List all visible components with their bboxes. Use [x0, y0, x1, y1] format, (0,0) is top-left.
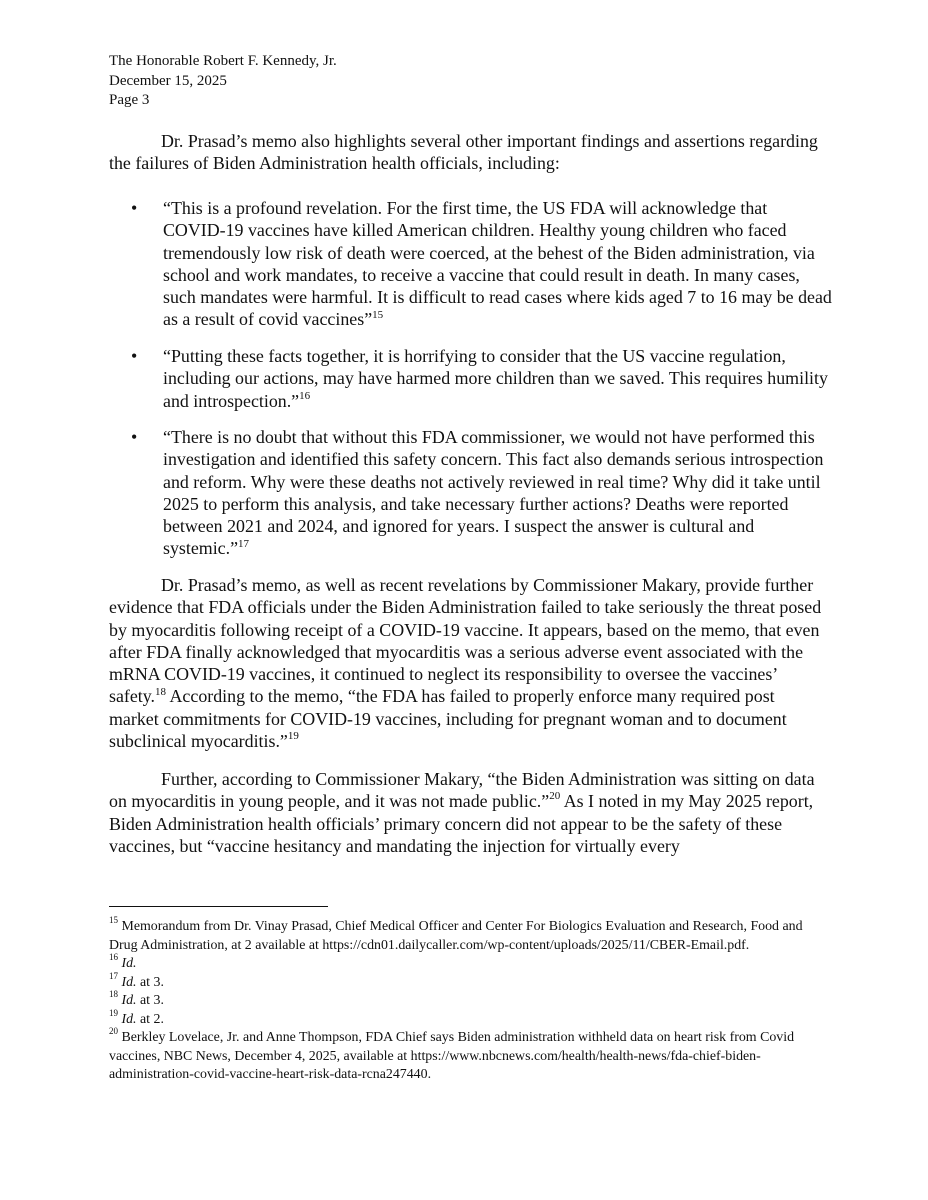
bullet-text: “Putting these facts together, it is horrifying to consider that the US vaccine regulation, including our actions, may have harmed more children than we saved. This requires humility and introspection.”: [163, 346, 828, 411]
footnote-ref: 16: [299, 389, 311, 402]
footnote-text: Berkley Lovelace, Jr. and Anne Thompson, FDA Chief says Biden administration withheld data on heart risk from Covid vaccines, NBC News, December 4, 2025, available at https://www.nbcnews.com/health/health-news/fda-chief-biden-administration-covid-vaccine-heart-risk-data-rcna247440.: [109, 1030, 795, 1082]
footnote-ref: 19: [287, 730, 299, 743]
bullet-item-1: [163, 197, 833, 331]
footnote-18: [109, 989, 825, 1011]
footnote-text: at 3.: [136, 993, 164, 1008]
footnote-text: at 3.: [136, 974, 164, 990]
paragraph-text: As I noted in my May 2025 report, Biden Administration health officials’ primary concern did not appear to be the safety of these vaccines, but “vaccine hesitancy and mandating the injection for virtually every: [109, 791, 814, 856]
body-paragraph-3: [109, 768, 825, 857]
footnote-ref: 20: [549, 790, 561, 803]
footnote-italic: Id.: [121, 993, 137, 1008]
bullet-item-2: [163, 345, 833, 412]
bullet-item-3: [163, 426, 833, 560]
footnote-number: 19: [109, 1007, 118, 1018]
footnote-number: 15: [109, 915, 118, 926]
footnote-separator: [109, 906, 328, 907]
footnote-number: 18: [109, 989, 118, 1000]
footnote-number: 16: [109, 952, 118, 963]
footnote-17: [109, 970, 825, 993]
footnote-ref: 15: [372, 308, 384, 321]
footnote-italic: Id.: [121, 974, 137, 990]
bullet-text: “This is a profound revelation. For the first time, the US FDA will acknowledge that COVID-19 vaccines have killed American children. Healthy young children who faced tremendously low risk of death were coerced, at the behest of the Biden administration, via school and work mandates, to receive a vaccine that could result in death. In many cases, such mandates were harmful. It is difficult to read cases where kids aged 7 to 16 may be dead as a result of covid vaccines”: [163, 198, 832, 330]
bullet-marker: •: [131, 427, 138, 447]
bullet-marker: •: [131, 346, 138, 366]
date-line: December 15, 2025: [109, 72, 227, 89]
bullet-marker: •: [131, 198, 138, 218]
intro-paragraph: Dr. Prasad’s memo also highlights several other important findings and assertions regarding the failures of Biden Administration health officials, including:: [109, 131, 818, 174]
footnotes: [109, 915, 825, 1085]
footnote-text: Memorandum from Dr. Vinay Prasad, Chief Medical Officer and Center For Biologics Evaluation and Research, Food and Drug Administration, at 2 available at https://cdn01.dailycaller.com/wp-content/uploads/2025/11/CBER-Email.pdf.: [109, 919, 803, 953]
footnote-italic: Id.: [121, 956, 137, 971]
footnote-19: [109, 1007, 825, 1030]
body-paragraph-2: [109, 574, 825, 752]
footnote-italic: Id.: [121, 1011, 137, 1027]
bullet-text: “There is no doubt that without this FDA commissioner, we would not have performed this investigation and identified this safety concern. This fact also demands serious introspection and reform. Why were these deaths not actively reviewed in real time? Why did it take until 2025 to perform this analysis, and take necessary further actions? Deaths were reported between 2021 and 2024, and ignored for years. I suspect the answer is cultural and systemic.”: [163, 427, 824, 559]
paragraph-text: Dr. Prasad’s memo, as well as recent revelations by Commissioner Makary, provide further evidence that FDA officials under the Biden Administration failed to take seriously the threat posed by myocarditis following receipt of a COVID-19 vaccine. It appears, based on the memo, that even after FDA finally acknowledged that myocarditis was a serious adverse event associated with the mRNA COVID-19 vaccines, it continued to neglect its responsibility to oversee the vaccines’ safety.: [109, 575, 822, 707]
paragraph-text: Further, according to Commissioner Makary, “the Biden Administration was sitting on data on myocarditis in young people, and it was not made public.”: [109, 769, 815, 812]
addressee-line: The Honorable Robert F. Kennedy, Jr.: [109, 53, 337, 69]
letter-header: [109, 52, 337, 111]
footnote-ref: 18: [155, 685, 167, 698]
footnote-number: 20: [109, 1026, 118, 1037]
footnote-16: [109, 952, 825, 974]
footnote-15: [109, 915, 825, 955]
footnote-20: [109, 1026, 825, 1085]
page-number-line: Page 3: [109, 92, 150, 108]
footnote-text: at 2.: [136, 1011, 164, 1027]
paragraph-text: According to the memo, “the FDA has failed to properly enforce many required post market commitments for COVID-19 vaccines, including for pregnant woman and to document subclinical myocarditis.”: [109, 686, 787, 752]
footnote-ref: 17: [238, 537, 250, 550]
footnote-number: 17: [109, 970, 118, 981]
